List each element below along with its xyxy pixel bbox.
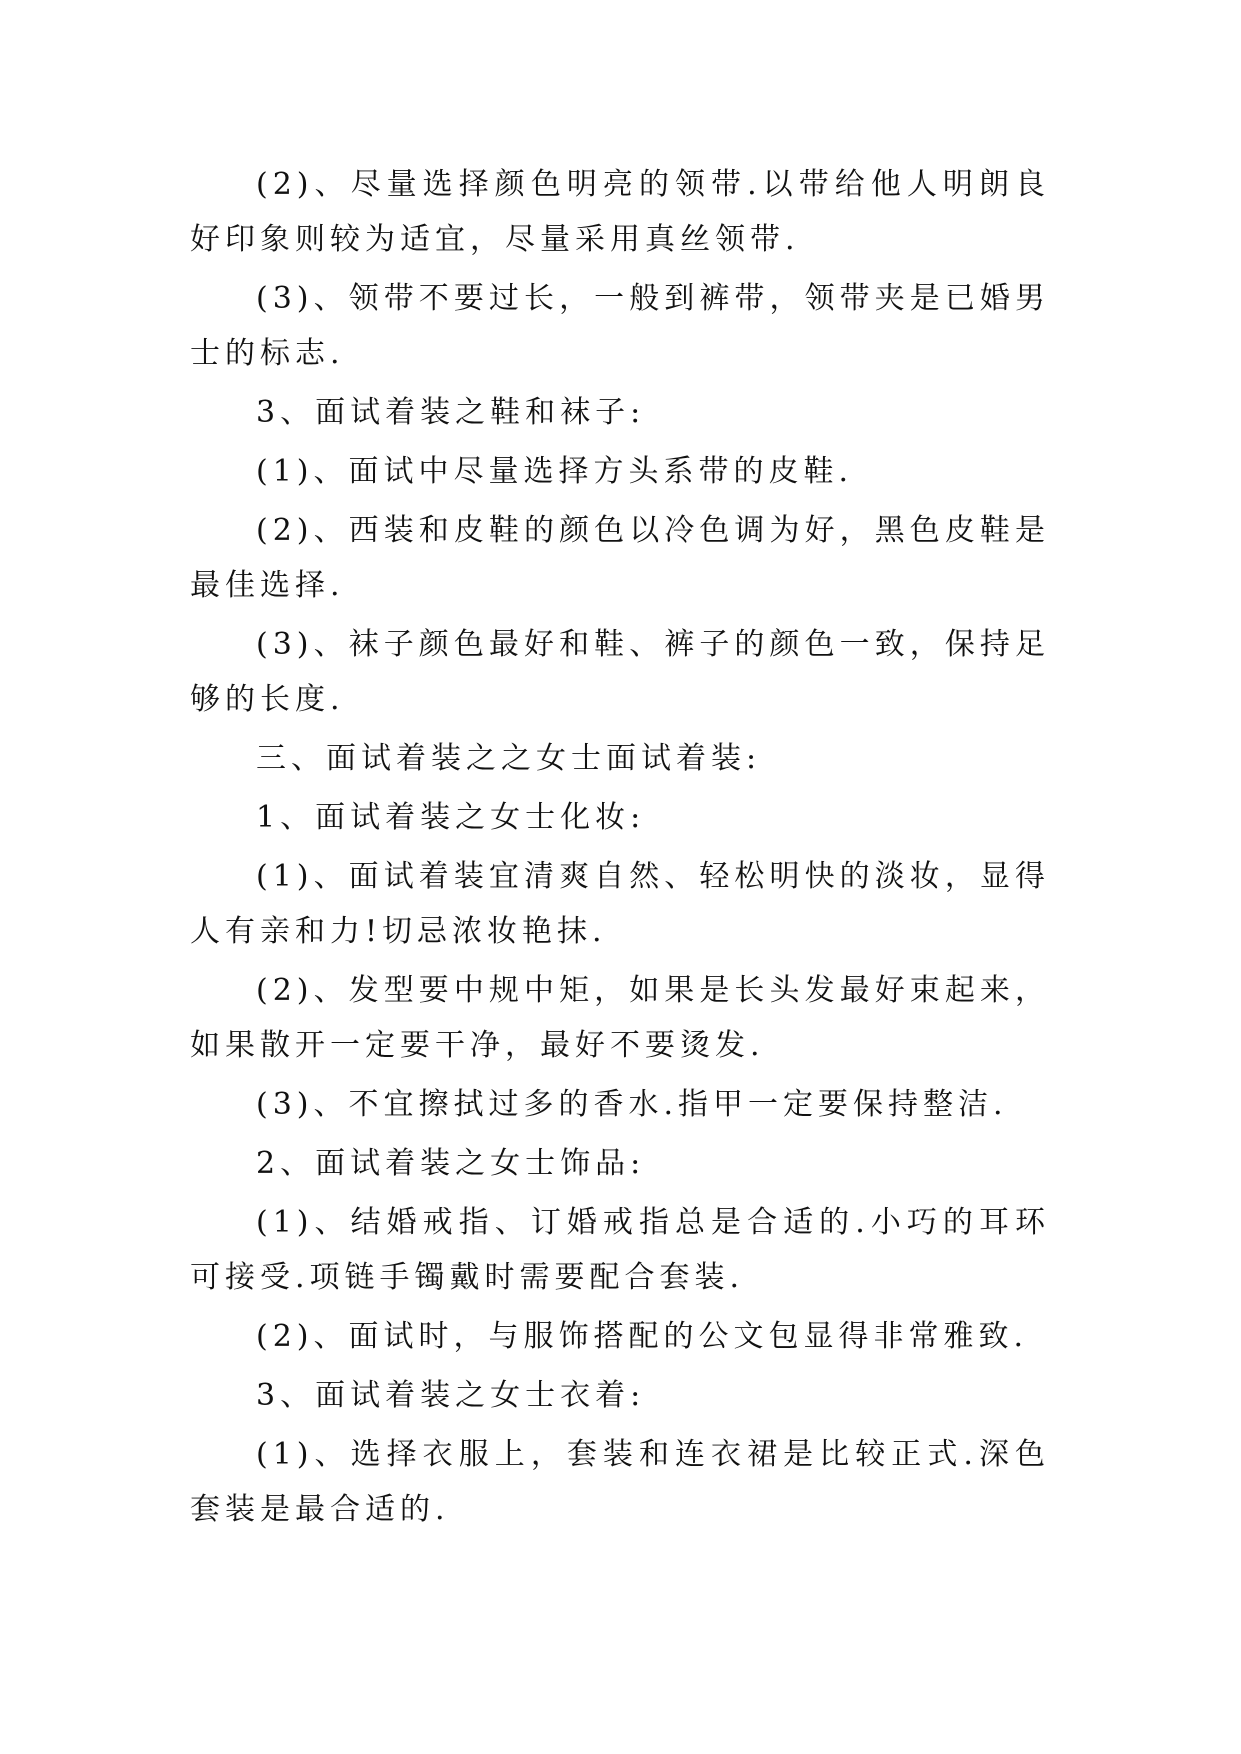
paragraph: 2、面试着装之女士饰品: (256, 1146, 646, 1181)
paragraph: (3)、领带不要过长，一般到裤带，领带夹是已婚男士的标志. (190, 281, 1050, 371)
paragraph: (2)、发型要中规中矩，如果是长头发最好束起来，如果散开一定要干净，最好不要烫发. (190, 973, 1050, 1063)
paragraph: (2)、尽量选择颜色明亮的领带.以带给他人明朗良好印象则较为适宜，尽量采用真丝领带. (190, 167, 1050, 257)
paragraph: (1)、面试着装宜清爽自然、轻松明快的淡妆，显得人有亲和力!切忌浓妆艳抹. (190, 859, 1050, 949)
paragraph: (2)、面试时，与服饰搭配的公文包显得非常雅致. (256, 1319, 1029, 1354)
paragraph: 3、面试着装之女士衣着: (256, 1378, 646, 1413)
document-body (190, 157, 1050, 1541)
paragraph: 三、面试着装之之女士面试着装: (256, 741, 762, 776)
paragraph: (2)、西装和皮鞋的颜色以冷色调为好，黑色皮鞋是最佳选择. (190, 513, 1050, 603)
paragraph: (3)、袜子颜色最好和鞋、裤子的颜色一致，保持足够的长度. (190, 627, 1050, 717)
paragraph: (1)、选择衣服上，套装和连衣裙是比较正式.深色套装是最合适的. (190, 1437, 1050, 1527)
paragraph: (1)、结婚戒指、订婚戒指总是合适的.小巧的耳环可接受.项链手镯戴时需要配合套装. (190, 1205, 1050, 1295)
paragraph: (1)、面试中尽量选择方头系带的皮鞋. (256, 454, 854, 489)
paragraph: (3)、不宜擦拭过多的香水.指甲一定要保持整洁. (256, 1087, 1008, 1122)
paragraph: 1、面试着装之女士化妆: (256, 800, 646, 835)
paragraph: 3、面试着装之鞋和袜子: (256, 395, 646, 430)
